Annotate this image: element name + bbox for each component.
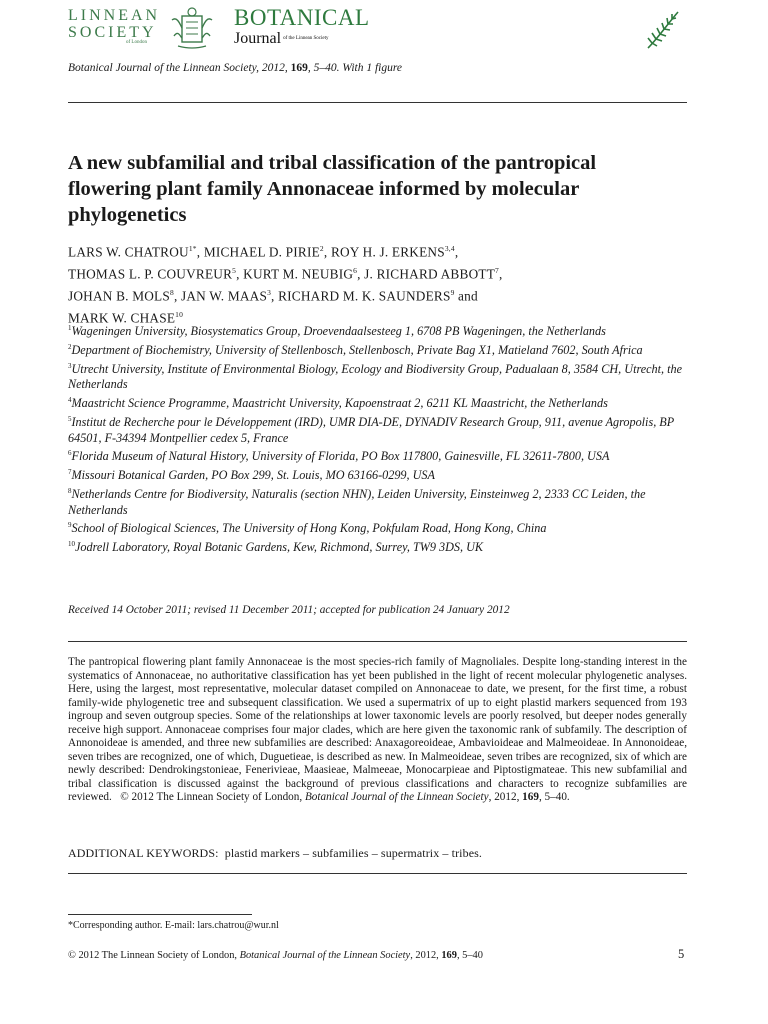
footer-year: , 2012, [410,950,442,961]
author-separator: , [173,288,181,304]
affiliation-number: 9 [68,521,72,530]
footer-volume: 169 [441,950,457,961]
affiliation-text: Florida Museum of Natural History, University of Florida, PO Box 117800, Gainesville, FL 32611-7800, USA [71,449,610,464]
journal-word: Journal [234,30,282,47]
citation-line [68,62,402,74]
society-crest-icon [168,6,216,50]
affiliation-number: 6 [68,449,72,458]
affiliation-item [68,393,688,412]
author-list [68,240,688,328]
author-separator: , [454,244,459,260]
page-number: 5 [678,947,685,961]
author-name: JAN W. MAAS [181,288,268,304]
journal-title: BOTANICAL [234,5,370,30]
logo-line-1: LINNEAN [68,7,161,24]
footnote-rule [68,914,252,915]
affiliation-number: 5 [68,414,72,423]
logo-line-2: SOCIETY [68,24,157,41]
author-name: JOHAN B. MOLS [68,288,170,304]
affiliation-item [68,359,688,393]
author-separator: , [236,266,244,282]
author-name: KURT M. NEUBIG [243,266,354,282]
citation-volume: 169 [290,62,308,74]
abstract [68,656,687,805]
author-affil-ref: 5 [232,266,237,276]
author-affil-ref: 2 [319,244,324,253]
affiliation-item [68,340,688,359]
author-name: ROY H. J. ERKENS [330,244,445,260]
corresponding-author: *Corresponding author. E-mail: lars.chatrou@wur.nl [68,920,279,931]
author-name: THOMAS L. P. COUVREUR [68,266,233,282]
footer-prefix: © 2012 The Linnean Society of London, [68,950,240,961]
affiliation-item [68,537,688,556]
footer-journal: Botanical Journal of the Linnean Society [239,950,411,961]
affiliation-item [68,412,688,446]
footer-copyright [68,950,483,961]
affiliation-text: Utrecht University, Institute of Environmental Biology, Ecology and Biodiversity Group, Padualaan 8, 3584 CH, Utrecht, the Netherlands [68,361,683,392]
abstract-text: The pantropical flowering plant family Annonaceae is the most species-rich family of Magnoliales. Despite long-standing interest in the systematics of Annonaceae, no authoritative classification has yet been published in the light of recent molecular phylogenetic analyses. Here, using the largest, most representative, molecular dataset compiled on Annonaceae to date, we present, for the first time, a robust family-wide phylogenetic tree and subsequent classification. We used a supermatrix of up to eight plastid markers sequenced from 193 ingroup and seven outgroup species. Some of the relationships at lower taxonomic levels are poorly resolved, but deeper nodes generally receive high support. Annonaceae comprises four major clades, which are here given the taxonomic rank of subfamily. The description of Annonoideae is amended, and three new subfamilies are described: Anaxagoreoideae, Ambavioideae and Malmeoideae. In Annonoideae, seven tribes are recognized, one of which, Duguetieae, is described as new. In Malmeoideae, seven tribes are recognized, six of which are newly described: Dendrokingstonieae, Fenerivieae, Maasieae, Malmeeae, Monocarpieae and Piptostigmateae. This new subfamilial and tribal classification is discussed against the background of previous classifications and characters to recognize subfamilies are reviewed. [68,656,687,804]
author-separator: , [323,244,331,260]
author-affil-ref: 8 [169,288,174,298]
footer-pages: , 5–40 [456,950,483,961]
author-separator: and [454,288,478,304]
journal-subtitle [234,30,329,48]
affiliation-item [68,321,688,340]
divider-abstract-top [68,641,687,642]
abstract-year: , 2012, [488,791,523,804]
affiliation-number: 3 [68,361,72,370]
author-affil-ref: 1* [188,244,197,253]
citation-journal: Botanical Journal of the Linnean Society [68,62,257,74]
linnean-society-logo [68,7,168,45]
logo-sub: of London [126,40,147,45]
journal-header [68,6,688,52]
abstract-copyright: © 2012 The Linnean Society of London, [120,791,305,804]
affiliation-text: Institut de Recherche pour le Développement (IRD), UMR DIA-DE, DYNADIV Research Group, 911, avenue Agropolis, BP 64501, F-34394 Montpellier cedex 5, France [68,414,674,445]
affiliation-item [68,518,688,537]
author-separator: , [498,266,503,282]
author-affil-ref: 10 [175,310,184,320]
author-name: RICHARD M. K. SAUNDERS [278,288,451,304]
affiliation-number: 4 [68,396,72,404]
affiliation-text: Maastricht Science Programme, Maastricht University, Kapoenstraat 2, 6211 KL Maastricht, the Netherlands [71,396,608,411]
author-name: MARK W. CHASE [68,310,176,326]
affiliation-text: Department of Biochemistry, University of Stellenbosch, Stellenbosch, Private Bag X1, Matieland 7602, South Africa [71,342,643,357]
keywords [68,846,482,861]
abstract-journal: Botanical Journal of the Linnean Society [304,791,489,804]
affiliation-number: 8 [68,486,72,495]
affiliation-number: 10 [68,540,75,548]
author-separator: , [271,288,279,304]
abstract-pages: , 5–40. [538,791,570,804]
author-separator: , [196,244,204,260]
divider-top [68,102,687,103]
citation-pages: , 5–40. With 1 figure [307,62,403,74]
received-dates: Received 14 October 2011; revised 11 December 2011; accepted for publication 24 January 2012 [68,604,510,616]
author-name: LARS W. CHATROU [68,244,189,260]
citation-year: , 2012, [256,62,291,74]
affiliation-text: Netherlands Centre for Biodiversity, Naturalis (section NHN), Leiden University, Einsteinweg 2, 2333 CC Leiden, the Netherlands [68,486,646,517]
affiliation-list [68,321,688,556]
author-name: J. RICHARD ABBOTT [364,266,496,282]
author-separator: , [357,266,365,282]
affiliation-item [68,484,688,518]
author-affil-ref: 9 [450,288,455,298]
affiliation-text: Missouri Botanical Garden, PO Box 299, St. Louis, MO 63166-0299, USA [71,468,435,483]
author-name: MICHAEL D. PIRIE [203,244,320,260]
author-affil-ref: 3,4 [444,244,455,253]
affiliation-item [68,465,688,484]
keywords-label: ADDITIONAL KEYWORDS: [68,846,219,860]
affiliation-item [68,446,688,465]
keywords-text: plastid markers – subfamilies – supermatrix – tribes. [224,846,482,860]
article-title: A new subfamilial and tribal classification of the pantropical flowering plant family Annonaceae informed by molecular phylogenetics [68,152,597,226]
affiliation-text: Jodrell Laboratory, Royal Botanic Gardens, Kew, Richmond, Surrey, TW9 3DS, UK [75,540,484,555]
affiliation-number: 7 [68,468,72,476]
divider-abstract-bottom [68,873,687,874]
author-affil-ref: 7 [495,266,499,276]
author-affil-ref: 3 [267,288,272,298]
author-affil-ref: 6 [353,266,358,276]
affiliation-number: 1 [68,324,72,332]
abstract-volume: 169 [522,791,539,804]
affiliation-text: Wageningen University, Biosystematics Group, Droevendaalsesteeg 1, 6708 PB Wageningen, the Netherlands [71,324,606,339]
affiliation-text: School of Biological Sciences, The University of Hong Kong, Pokfulam Road, Hong Kong, China [71,521,547,536]
affiliation-number: 2 [68,342,72,351]
fern-icon [640,8,684,50]
journal-small: of the Linnean Society [283,36,329,41]
